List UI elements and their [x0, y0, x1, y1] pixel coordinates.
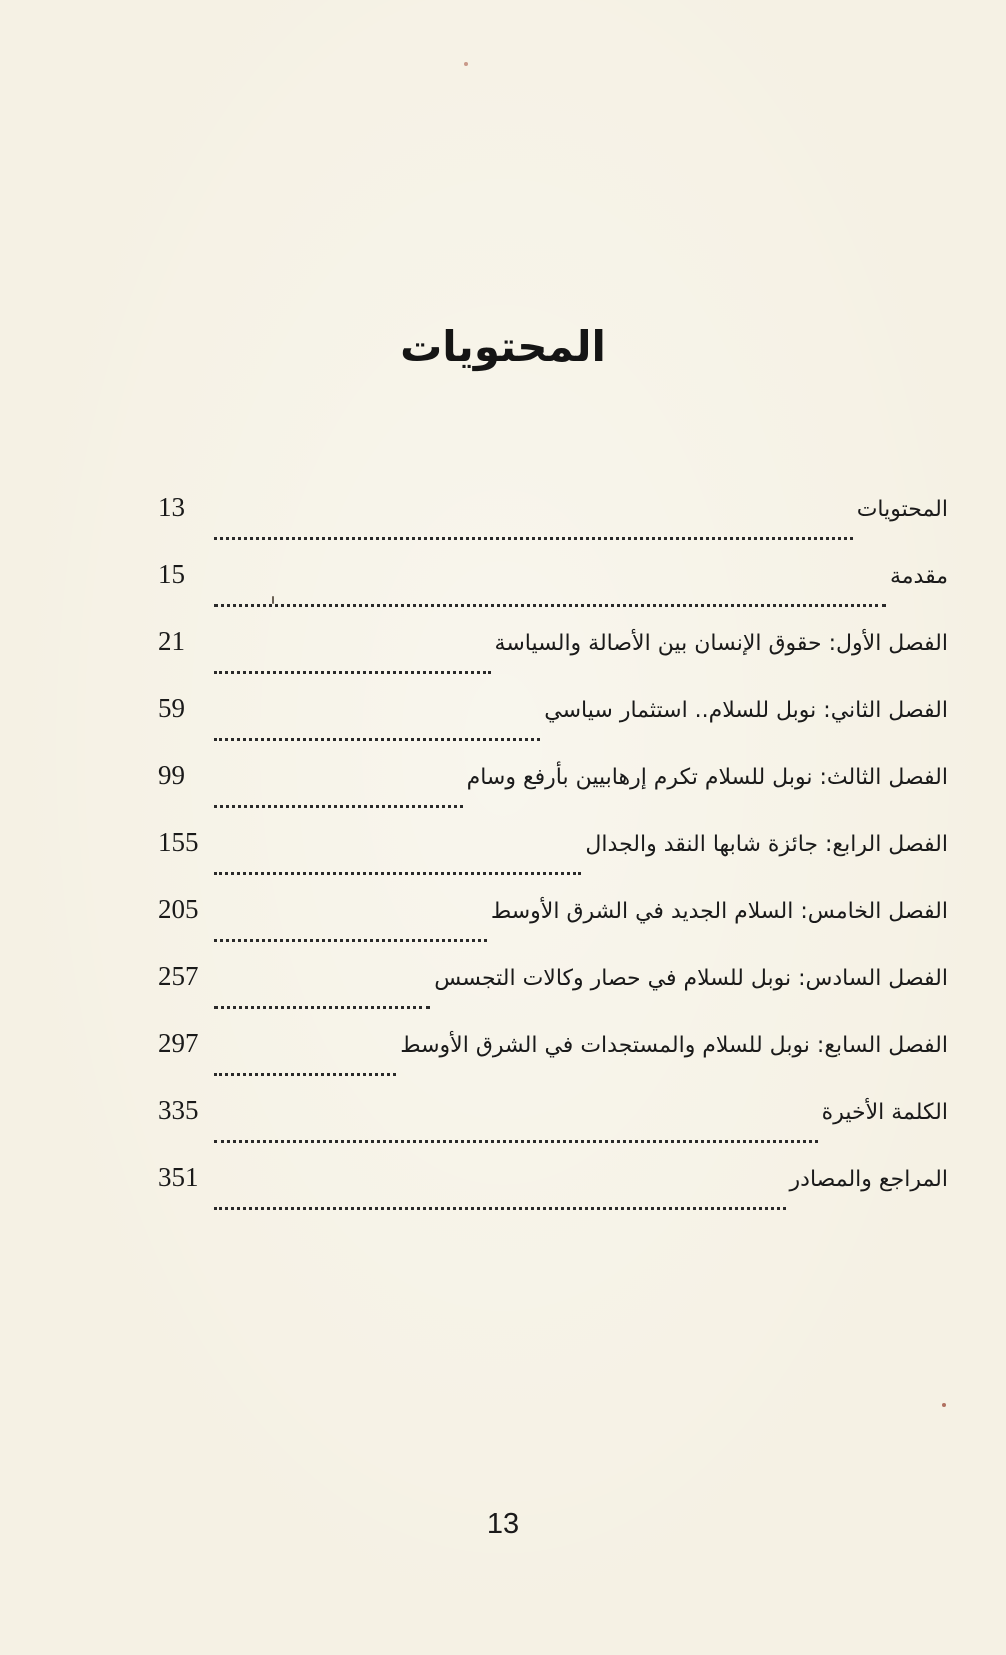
dot-leader	[214, 1073, 396, 1076]
toc-title: الفصل الثالث: نوبل للسلام تكرم إرهابيين بأرفع وسام	[466, 765, 948, 790]
toc-title: مقدمة	[889, 564, 948, 589]
toc-entry	[158, 1028, 948, 1095]
paper-speck	[464, 62, 468, 66]
toc-page-number: 297	[158, 1028, 199, 1058]
toc-title: المحتويات	[856, 497, 948, 522]
dot-leader	[214, 1207, 786, 1210]
toc-title: الفصل الخامس: السلام الجديد في الشرق الأوسط	[490, 899, 948, 924]
toc-title: الفصل السادس: نوبل للسلام في حصار وكالات التجسس	[434, 966, 948, 991]
toc-entry	[158, 626, 948, 693]
toc-title: الفصل الرابع: جائزة شابها النقد والجدال	[585, 832, 948, 857]
dot-leader	[214, 1006, 430, 1009]
toc-entry	[158, 827, 948, 894]
toc-page-number: 59	[158, 693, 185, 723]
toc-page-number: 351	[158, 1162, 199, 1192]
toc-page-number: 335	[158, 1095, 199, 1125]
dot-leader	[214, 738, 540, 741]
toc-page-number: 13	[158, 492, 185, 522]
table-of-contents	[158, 492, 948, 1229]
dot-leader	[214, 604, 886, 607]
toc-entry	[158, 1095, 948, 1162]
toc-page-number: 155	[158, 827, 199, 857]
dot-leader	[214, 872, 581, 875]
toc-entry	[158, 894, 948, 961]
dot-leader	[214, 1140, 818, 1143]
toc-page-number: 257	[158, 961, 199, 991]
dot-leader	[214, 939, 487, 942]
dot-leader	[214, 671, 491, 674]
toc-title: الفصل الأول: حقوق الإنسان بين الأصالة والسياسة	[494, 631, 948, 656]
toc-page-number: 21	[158, 626, 185, 656]
toc-entry	[158, 693, 948, 760]
toc-page-number: 205	[158, 894, 199, 924]
page-number: 13	[486, 1508, 520, 1540]
toc-entry	[158, 559, 948, 626]
toc-title: الفصل السابع: نوبل للسلام والمستجدات في الشرق الأوسط	[400, 1033, 948, 1058]
dot-leader	[214, 537, 853, 540]
paper-speck	[272, 596, 274, 604]
toc-entry	[158, 961, 948, 1028]
toc-title: الكلمة الأخيرة	[821, 1100, 948, 1125]
toc-entry	[158, 760, 948, 827]
toc-title: الفصل الثاني: نوبل للسلام.. استثمار سياسي	[544, 698, 948, 723]
paper-speck	[942, 1403, 946, 1407]
page-title: المحتويات	[400, 322, 606, 371]
toc-entry	[158, 492, 948, 559]
toc-page-number: 99	[158, 760, 185, 790]
toc-page-number: 15	[158, 559, 185, 589]
toc-title: المراجع والمصادر	[789, 1167, 948, 1192]
toc-entry	[158, 1162, 948, 1229]
dot-leader	[214, 805, 463, 808]
